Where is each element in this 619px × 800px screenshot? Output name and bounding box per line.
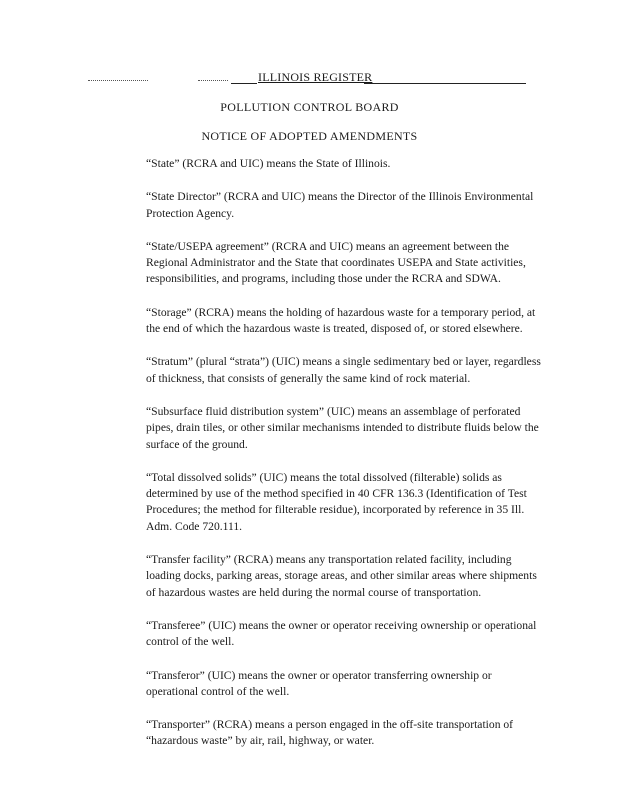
definition-paragraph: “Transfer facility” (RCRA) means any transportation related facility, including loading docks, parking areas, storage areas, and other similar areas where shipments of hazardous wastes are held during the normal course of transportation. bbox=[146, 553, 537, 599]
definition-paragraph: “Stratum” (plural “strata”) (UIC) means a single sedimentary bed or layer, regardless of thickness, that consists of generally the same kind of rock material. bbox=[146, 355, 541, 385]
definition-paragraph: “State/USEPA agreement” (RCRA and UIC) means an agreement between the Regional Administrator and the State that coordinates USEPA and State activities, responsibilities, and programs, including those under the RCRA and SDWA. bbox=[146, 239, 526, 286]
header-rule-right bbox=[364, 83, 526, 84]
definition-paragraph: “State Director” (RCRA and UIC) means the Director of the Illinois Environmental Protection Agency. bbox=[146, 190, 534, 220]
register-header bbox=[88, 70, 528, 86]
register-title: ILLINOIS REGISTER bbox=[258, 70, 373, 84]
definition-paragraph: “State” (RCRA and UIC) means the State of Illinois. bbox=[146, 157, 391, 170]
definition-paragraph: “Transferor” (UIC) means the owner or operator transferring ownership or operational control of the well. bbox=[146, 668, 492, 698]
definition-paragraph: “Total dissolved solids” (UIC) means the total dissolved (filterable) solids as determined by use of the method specified in 40 CFR 136.3 (Identification of Test Procedures; the method for filterable residue), incorporated by reference in 35 Ill. Adm. Code 720.111. bbox=[146, 470, 527, 533]
header-dotted-rule-short bbox=[198, 80, 228, 81]
notice-title: NOTICE OF ADOPTED AMENDMENTS bbox=[201, 129, 418, 143]
definition-paragraph: “Storage” (RCRA) means the holding of hazardous waste for a temporary period, at the end of which the hazardous waste is treated, disposed of, or stored elsewhere. bbox=[146, 305, 536, 336]
header-rule-left bbox=[231, 83, 257, 84]
definitions-body bbox=[146, 156, 546, 767]
board-name: POLLUTION CONTROL BOARD bbox=[220, 100, 399, 114]
definition-paragraph: “Subsurface fluid distribution system” (UIC) means an assemblage of perforated pipes, drain tiles, or other similar mechanisms intended to distribute fluids below the surface of the ground. bbox=[146, 404, 539, 451]
definition-paragraph: “Transporter” (RCRA) means a person engaged in the off-site transportation of “hazardous waste” by air, rail, highway, or water. bbox=[146, 718, 514, 748]
header-dotted-rule bbox=[88, 80, 148, 81]
definition-paragraph: “Transferee” (UIC) means the owner or operator receiving ownership or operational control of the well. bbox=[146, 618, 537, 649]
